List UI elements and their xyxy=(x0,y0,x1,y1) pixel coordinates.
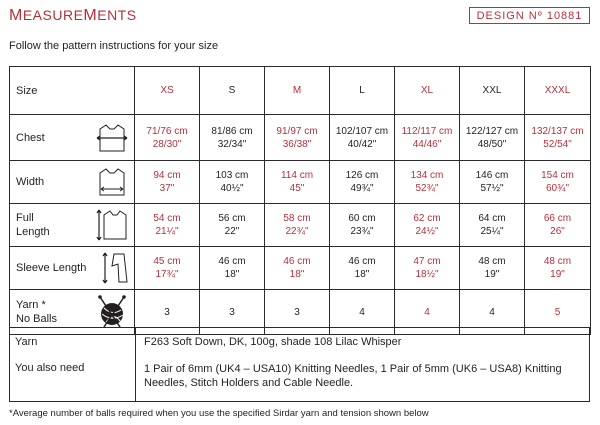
width-row xyxy=(10,161,591,204)
measure-cell: 146 cm 57½" xyxy=(460,161,525,204)
measure-cell: 126 cm 49¾" xyxy=(330,161,395,204)
measure-cell: 47 cm 18½" xyxy=(395,247,460,290)
design-number: DESIGN Nº 10881 xyxy=(469,7,590,24)
sleeve-length-row xyxy=(10,247,591,290)
measure-cell: 64 cm 25¼" xyxy=(460,204,525,247)
balls-cell: 4 xyxy=(460,290,525,335)
balls-cell: 3 xyxy=(265,290,330,335)
balls-cell: 3 xyxy=(135,290,200,335)
yarn-ball-icon xyxy=(94,294,130,330)
measure-cell: 62 cm 24½" xyxy=(395,204,460,247)
measure-cell: 132/137 cm 52/54" xyxy=(525,115,591,161)
yarn-balls-label: Yarn * No Balls xyxy=(16,299,57,325)
balls-cell: 4 xyxy=(395,290,460,335)
size-label-cell: Size xyxy=(10,67,135,115)
balls-cell: 5 xyxy=(525,290,591,335)
full-length-row xyxy=(10,204,591,247)
measure-cell: 134 cm 52¾" xyxy=(395,161,460,204)
also-need-value: 1 Pair of 6mm (UK4 – USA10) Knitting Needles, 1 Pair of 5mm (UK6 – USA8) Knitting Needles, Stitch Holders and Cable Needle. xyxy=(144,363,562,389)
measure-cell: 48 cm 19" xyxy=(460,247,525,290)
balls-cell: 3 xyxy=(200,290,265,335)
measure-cell: 103 cm 40½" xyxy=(200,161,265,204)
measure-cell: 46 cm 18" xyxy=(200,247,265,290)
measure-cell: 94 cm 37" xyxy=(135,161,200,204)
materials-divider xyxy=(135,328,136,401)
size-header: M xyxy=(265,67,330,115)
measure-cell: 45 cm 17¾" xyxy=(135,247,200,290)
page-title: MEASUREMENTS xyxy=(9,7,137,24)
measure-cell: 56 cm 22" xyxy=(200,204,265,247)
size-header: XL xyxy=(395,67,460,115)
subtitle: Follow the pattern instructions for your size xyxy=(9,40,219,52)
also-need-label: You also need xyxy=(15,362,85,374)
measure-cell: 91/97 cm 36/38" xyxy=(265,115,330,161)
full-length-label-cell xyxy=(10,204,135,247)
measure-cell: 66 cm 26" xyxy=(525,204,591,247)
measure-cell: 46 cm 18" xyxy=(265,247,330,290)
sleeve-length-label-cell: Sleeve Length xyxy=(10,247,135,290)
sleeve-icon xyxy=(100,250,130,286)
measure-cell: 114 cm 45" xyxy=(265,161,330,204)
full-length-label: Full Length xyxy=(16,212,50,238)
size-header: XXL xyxy=(460,67,525,115)
size-header: XS xyxy=(135,67,200,115)
measure-cell: 46 cm 18" xyxy=(330,247,395,290)
width-label-cell: Width xyxy=(10,161,135,204)
measure-cell: 60 cm 23¾" xyxy=(330,204,395,247)
footnote: *Average number of balls required when you use the specified Sirdar yarn and tension shown below xyxy=(9,408,429,419)
measure-cell: 122/127 cm 48/50" xyxy=(460,115,525,161)
measurements-table xyxy=(9,66,591,335)
yarn-value: F263 Soft Down, DK, 100g, shade 108 Lilac Whisper xyxy=(144,336,402,348)
chest-row xyxy=(10,115,591,161)
balls-cell: 4 xyxy=(330,290,395,335)
size-header: S xyxy=(200,67,265,115)
measure-cell: 102/107 cm 40/42" xyxy=(330,115,395,161)
size-header: XXXL xyxy=(525,67,591,115)
materials-box xyxy=(9,327,590,402)
length-icon xyxy=(94,207,130,243)
measure-cell: 58 cm 22¾" xyxy=(265,204,330,247)
yarn-label: Yarn xyxy=(15,336,38,348)
measure-cell: 112/117 cm 44/46" xyxy=(395,115,460,161)
measure-cell: 71/76 cm 28/30" xyxy=(135,115,200,161)
size-row xyxy=(10,67,591,115)
chest-label-cell: Chest xyxy=(10,115,135,161)
measure-cell: 81/86 cm 32/34" xyxy=(200,115,265,161)
measure-cell: 154 cm 60¾" xyxy=(525,161,591,204)
measure-cell: 48 cm 19" xyxy=(525,247,591,290)
chest-icon xyxy=(94,121,130,155)
width-icon xyxy=(94,165,130,199)
measure-cell: 54 cm 21¼" xyxy=(135,204,200,247)
size-header: L xyxy=(330,67,395,115)
